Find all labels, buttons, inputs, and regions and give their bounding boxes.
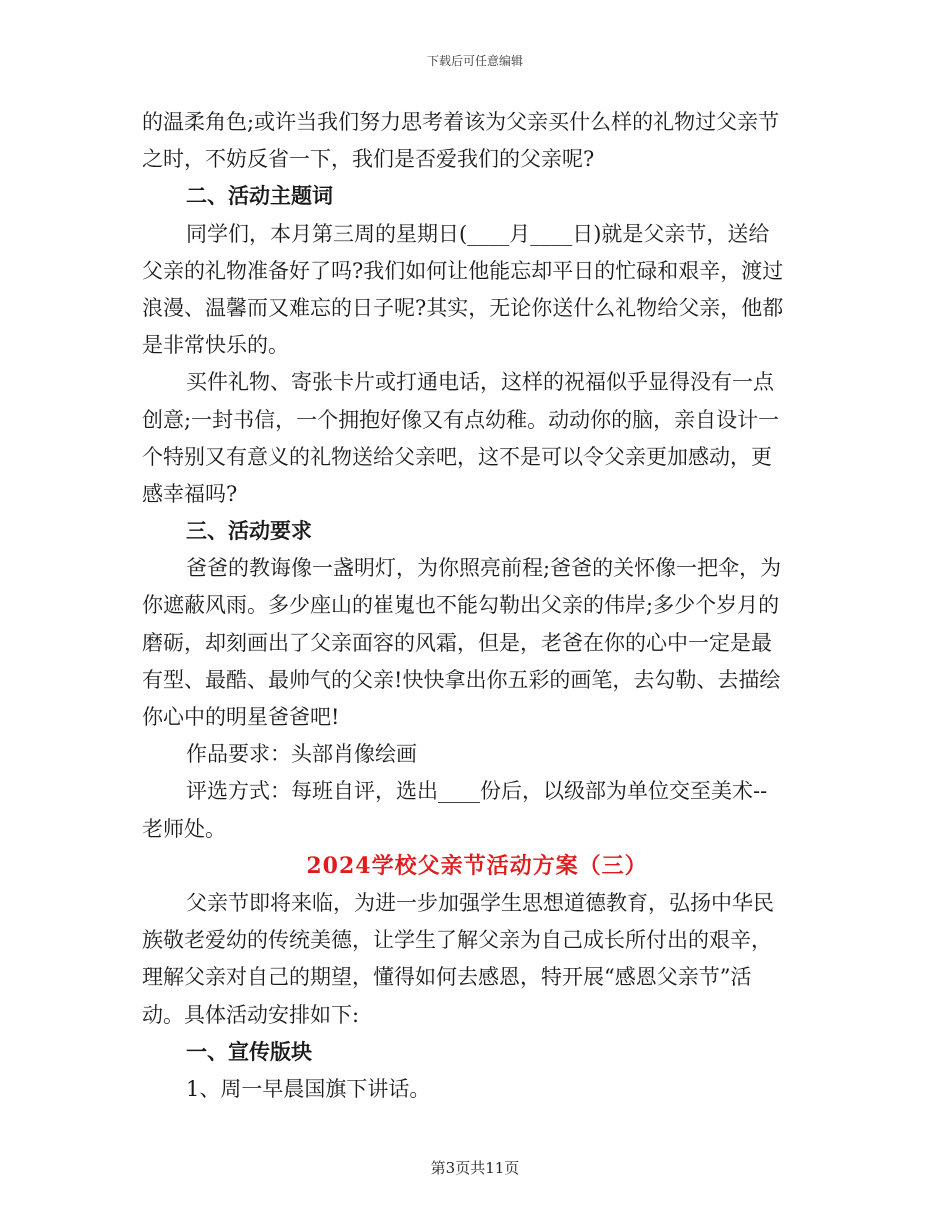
paragraph-line: 作品要求：头部肖像绘画 bbox=[186, 742, 417, 767]
paragraph-line: 是非常快乐的。 bbox=[142, 333, 289, 358]
page-header-note: 下载后可任意编辑 bbox=[426, 54, 523, 68]
paragraph-line: 同学们，本月第三周的星期日(____月____日)就是父亲节，送给 bbox=[186, 221, 770, 246]
paragraph-line: 你心中的明星爸爸吧! bbox=[142, 705, 340, 729]
paragraph-line: 买件礼物、寄张卡片或打通电话，这样的祝福似乎显得没有一点 bbox=[186, 370, 774, 395]
paragraph-line: 评选方式：每班自评，选出____份后，以级部为单位交至美术-- bbox=[186, 779, 768, 804]
paragraph-line: 个特别又有意义的礼物送给父亲吧，这不是可以令父亲更加感动，更 bbox=[142, 444, 772, 469]
paragraph-line: 有型、最酷、最帅气的父亲!快快拿出你五彩的画笔，去勾勒、去描绘 bbox=[142, 667, 781, 692]
paragraph-line: 老师处。 bbox=[142, 816, 226, 841]
paragraph-line: 理解父亲对自己的期望，懂得如何去感恩，特开展“感恩父亲节”活 bbox=[142, 965, 752, 990]
section-heading: 二、活动主题词 bbox=[186, 184, 333, 209]
paragraph-line: 动。具体活动安排如下: bbox=[142, 1002, 360, 1027]
paragraph-line: 的温柔角色;或许当我们努力思考着该为父亲买什么样的礼物过父亲节 bbox=[142, 110, 780, 134]
paragraph-line: 父亲节即将来临，为进一步加强学生思想道德教育，弘扬中华民 bbox=[186, 890, 774, 915]
document-body bbox=[142, 104, 812, 1108]
document-title: 2024学校父亲节活动方案（三） bbox=[306, 852, 648, 879]
paragraph-line: 创意;一封书信，一个拥抱好像又有点幼稚。动动你的脑，亲自设计一 bbox=[142, 407, 780, 432]
paragraph-line: 浪漫、温馨而又难忘的日子呢?其实，无论你送什么礼物给父亲，他都 bbox=[142, 295, 784, 320]
paragraph-line: 磨砺，却刻画出了父亲面容的风霜，但是，老爸在你的心中一定是最 bbox=[142, 630, 772, 655]
paragraph-line: 父亲的礼物准备好了吗?我们如何让他能忘却平日的忙碌和艰辛，渡过 bbox=[142, 258, 784, 283]
page-number: 第3页共11页 bbox=[430, 1159, 520, 1177]
paragraph-line: 族敬老爱幼的传统美德，让学生了解父亲为自己成长所付出的艰辛， bbox=[142, 928, 772, 953]
section-heading: 一、宣传版块 bbox=[186, 1039, 312, 1064]
paragraph-line: 感幸福吗? bbox=[142, 481, 238, 506]
paragraph-line: 爸爸的教诲像一盏明灯，为你照亮前程;爸爸的关怀像一把伞，为 bbox=[186, 556, 782, 581]
paragraph-line: 1、周一早晨国旗下讲话。 bbox=[186, 1076, 431, 1101]
paragraph-line: 你遮蔽风雨。多少座山的崔嵬也不能勾勒出父亲的伟岸;多少个岁月的 bbox=[142, 593, 780, 618]
section-heading: 三、活动要求 bbox=[186, 519, 312, 544]
paragraph-line: 之时，不妨反省一下，我们是否爱我们的父亲呢? bbox=[142, 147, 595, 172]
